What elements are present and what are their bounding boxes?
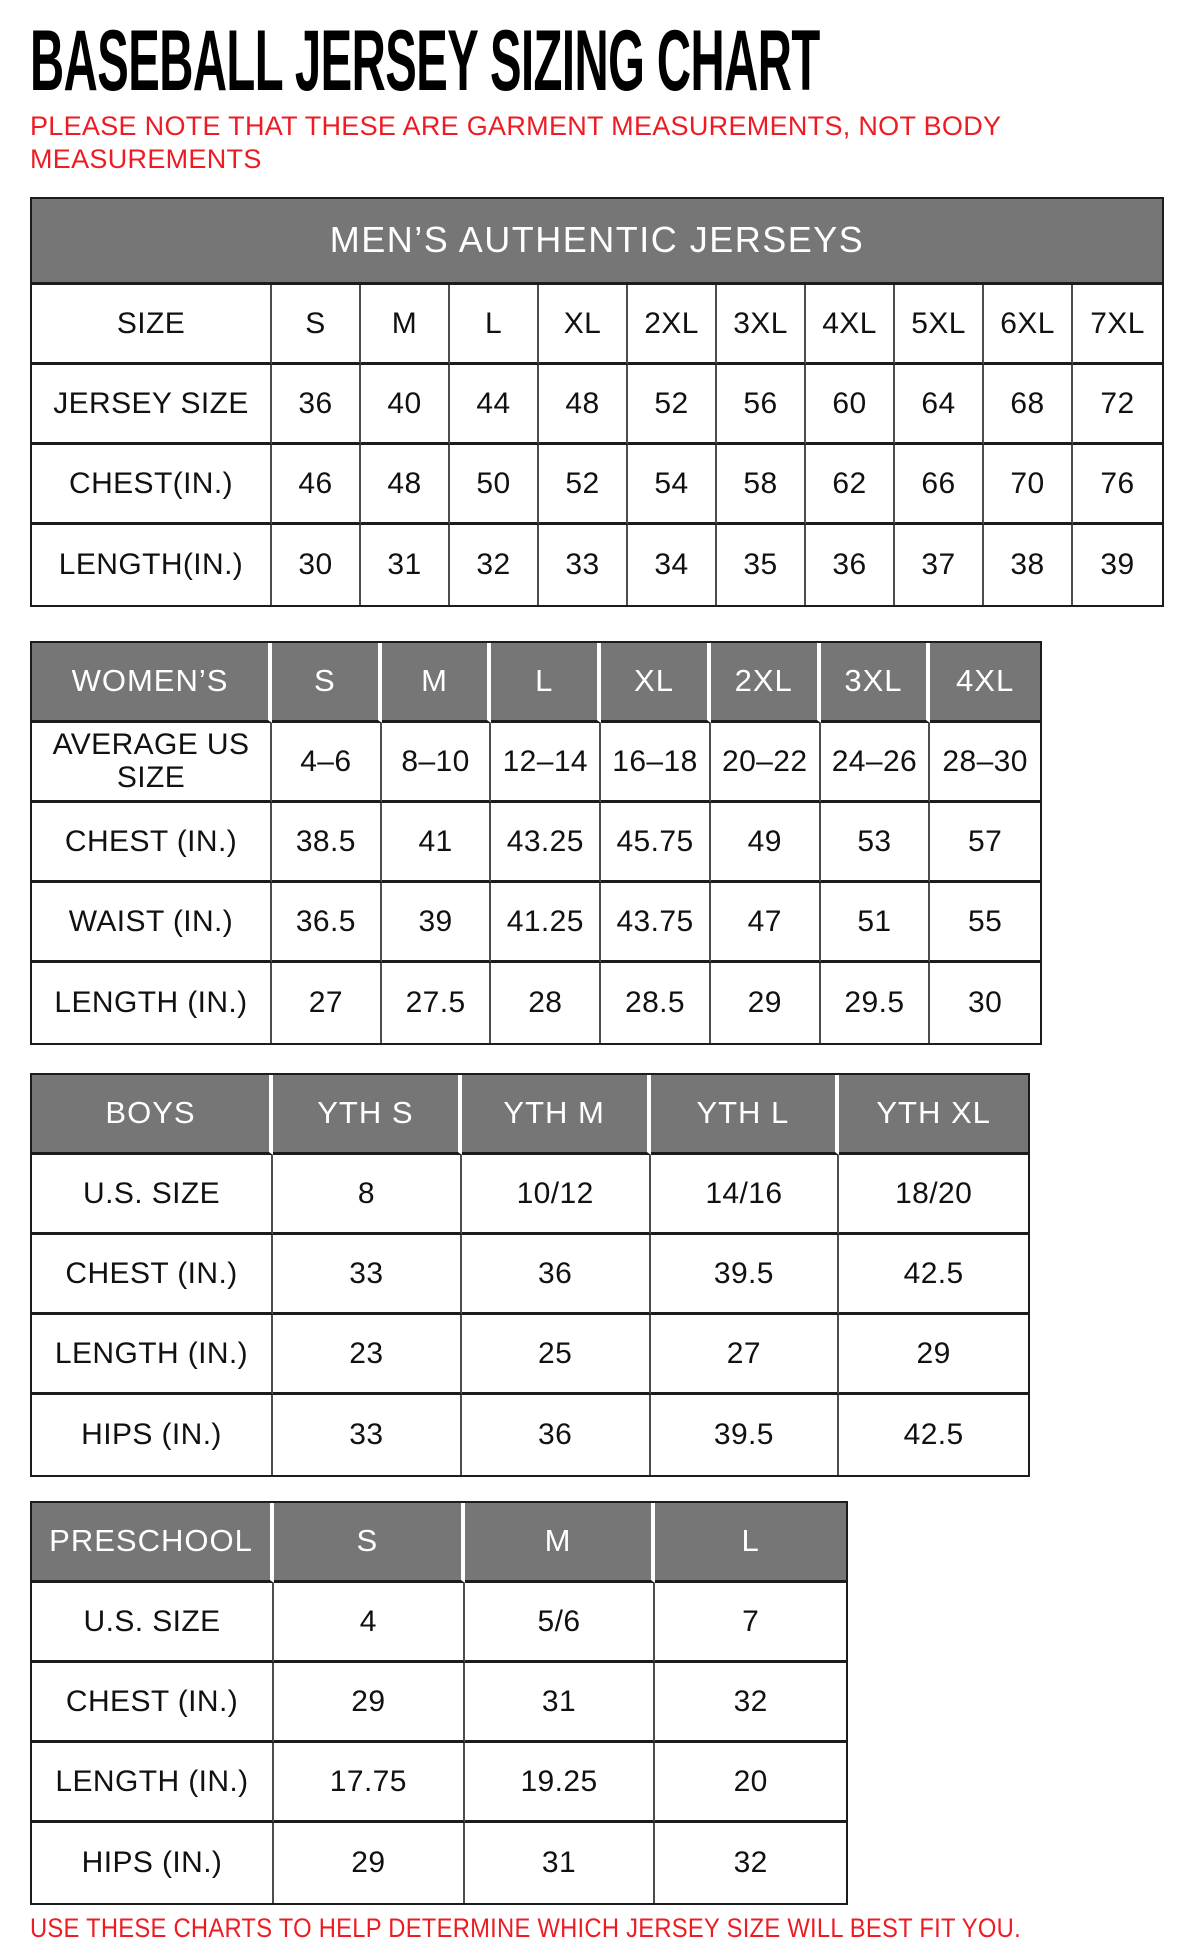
value-cell: 29 xyxy=(274,1823,465,1903)
womens-table-grid xyxy=(32,643,1040,1043)
value-cell: 7 xyxy=(655,1583,846,1663)
column-header: L xyxy=(450,285,539,365)
value-cell: 28–30 xyxy=(930,723,1040,803)
boys-table-grid xyxy=(32,1075,1028,1475)
column-header: YTH M xyxy=(462,1075,651,1155)
value-cell: 66 xyxy=(895,445,984,525)
value-cell: 43.75 xyxy=(601,883,711,963)
value-cell: 39 xyxy=(1073,525,1162,605)
value-cell: 35 xyxy=(717,525,806,605)
preschool-sizing-table xyxy=(30,1501,848,1905)
value-cell: 36 xyxy=(462,1395,651,1475)
value-cell: 19.25 xyxy=(465,1743,656,1823)
value-cell: 31 xyxy=(465,1823,656,1903)
value-cell: 47 xyxy=(711,883,821,963)
value-cell: 58 xyxy=(717,445,806,525)
column-header: 2XL xyxy=(711,643,821,723)
value-cell: 76 xyxy=(1073,445,1162,525)
mens-table-banner: MEN’S AUTHENTIC JERSEYS xyxy=(32,199,1162,285)
value-cell: 25 xyxy=(462,1315,651,1395)
value-cell: 49 xyxy=(711,803,821,883)
column-header: YTH L xyxy=(651,1075,840,1155)
value-cell: 27 xyxy=(651,1315,840,1395)
row-label: WAIST (IN.) xyxy=(32,883,272,963)
value-cell: 33 xyxy=(273,1395,462,1475)
column-header: 4XL xyxy=(930,643,1040,723)
value-cell: 28 xyxy=(491,963,601,1043)
value-cell: 54 xyxy=(628,445,717,525)
row-label: JERSEY SIZE xyxy=(32,365,272,445)
column-header: XL xyxy=(539,285,628,365)
mens-table-grid xyxy=(32,285,1162,605)
value-cell: 8–10 xyxy=(382,723,492,803)
value-cell: 36.5 xyxy=(272,883,382,963)
value-cell: 36 xyxy=(462,1235,651,1315)
column-header: M xyxy=(465,1503,656,1583)
column-header: 3XL xyxy=(821,643,931,723)
value-cell: 68 xyxy=(984,365,1073,445)
value-cell: 38.5 xyxy=(272,803,382,883)
value-cell: 31 xyxy=(465,1663,656,1743)
row-label: CHEST(IN.) xyxy=(32,445,272,525)
value-cell: 43.25 xyxy=(491,803,601,883)
preschool-table-grid xyxy=(32,1503,846,1903)
value-cell: 33 xyxy=(539,525,628,605)
value-cell: 20–22 xyxy=(711,723,821,803)
row-label: AVERAGE US SIZE xyxy=(32,723,272,803)
value-cell: 30 xyxy=(272,525,361,605)
value-cell: 37 xyxy=(895,525,984,605)
column-header: SIZE xyxy=(32,285,272,365)
womens-sizing-table xyxy=(30,641,1042,1045)
column-header: XL xyxy=(601,643,711,723)
value-cell: 42.5 xyxy=(839,1395,1028,1475)
value-cell: 16–18 xyxy=(601,723,711,803)
value-cell: 18/20 xyxy=(839,1155,1028,1235)
garment-measurement-note: PLEASE NOTE THAT THESE ARE GARMENT MEASUREMENTS, NOT BODY MEASUREMENTS xyxy=(30,111,1001,175)
value-cell: 52 xyxy=(628,365,717,445)
column-header: M xyxy=(382,643,492,723)
value-cell: 24–26 xyxy=(821,723,931,803)
value-cell: 48 xyxy=(361,445,450,525)
value-cell: 32 xyxy=(450,525,539,605)
row-label: LENGTH (IN.) xyxy=(32,1743,274,1823)
value-cell: 29 xyxy=(711,963,821,1043)
value-cell: 14/16 xyxy=(651,1155,840,1235)
value-cell: 12–14 xyxy=(491,723,601,803)
value-cell: 34 xyxy=(628,525,717,605)
value-cell: 51 xyxy=(821,883,931,963)
row-label: HIPS (IN.) xyxy=(32,1395,273,1475)
value-cell: 38 xyxy=(984,525,1073,605)
value-cell: 45.75 xyxy=(601,803,711,883)
value-cell: 70 xyxy=(984,445,1073,525)
value-cell: 8 xyxy=(273,1155,462,1235)
value-cell: 23 xyxy=(273,1315,462,1395)
value-cell: 57 xyxy=(930,803,1040,883)
column-header: M xyxy=(361,285,450,365)
row-label: U.S. SIZE xyxy=(32,1583,274,1663)
column-header: S xyxy=(274,1503,465,1583)
value-cell: 55 xyxy=(930,883,1040,963)
value-cell: 4 xyxy=(274,1583,465,1663)
value-cell: 72 xyxy=(1073,365,1162,445)
column-header: 4XL xyxy=(806,285,895,365)
value-cell: 62 xyxy=(806,445,895,525)
value-cell: 33 xyxy=(273,1235,462,1315)
value-cell: 41 xyxy=(382,803,492,883)
row-label: LENGTH (IN.) xyxy=(32,1315,273,1395)
value-cell: 5/6 xyxy=(465,1583,656,1663)
value-cell: 29.5 xyxy=(821,963,931,1043)
column-header: 2XL xyxy=(628,285,717,365)
row-label: CHEST (IN.) xyxy=(32,803,272,883)
row-label: LENGTH (IN.) xyxy=(32,963,272,1043)
column-header: YTH XL xyxy=(839,1075,1028,1155)
value-cell: 29 xyxy=(839,1315,1028,1395)
fit-advice-note xyxy=(30,1913,1200,1944)
value-cell: 31 xyxy=(361,525,450,605)
column-header: WOMEN’S xyxy=(32,643,272,723)
value-cell: 36 xyxy=(272,365,361,445)
value-cell: 28.5 xyxy=(601,963,711,1043)
column-header: 7XL xyxy=(1073,285,1162,365)
value-cell: 44 xyxy=(450,365,539,445)
value-cell: 64 xyxy=(895,365,984,445)
row-label: U.S. SIZE xyxy=(32,1155,273,1235)
column-header: 6XL xyxy=(984,285,1073,365)
value-cell: 46 xyxy=(272,445,361,525)
value-cell: 40 xyxy=(361,365,450,445)
fit-advice-text: USE THESE CHARTS TO HELP DETERMINE WHICH JERSEY SIZE WILL BEST FIT YOU. xyxy=(30,1912,1021,1943)
value-cell: 17.75 xyxy=(274,1743,465,1823)
value-cell: 39.5 xyxy=(651,1395,840,1475)
value-cell: 27.5 xyxy=(382,963,492,1043)
value-cell: 50 xyxy=(450,445,539,525)
value-cell: 56 xyxy=(717,365,806,445)
value-cell: 42.5 xyxy=(839,1235,1028,1315)
column-header: PRESCHOOL xyxy=(32,1503,274,1583)
page-title-text: BASEBALL JERSEY SIZING CHART xyxy=(30,13,820,109)
value-cell: 27 xyxy=(272,963,382,1043)
column-header: BOYS xyxy=(32,1075,273,1155)
mens-sizing-table xyxy=(30,197,1164,607)
column-header: 3XL xyxy=(717,285,806,365)
value-cell: 29 xyxy=(274,1663,465,1743)
value-cell: 20 xyxy=(655,1743,846,1823)
value-cell: 4–6 xyxy=(272,723,382,803)
value-cell: 39 xyxy=(382,883,492,963)
value-cell: 30 xyxy=(930,963,1040,1043)
value-cell: 32 xyxy=(655,1663,846,1743)
value-cell: 32 xyxy=(655,1823,846,1903)
value-cell: 60 xyxy=(806,365,895,445)
page-title xyxy=(30,13,1200,109)
value-cell: 52 xyxy=(539,445,628,525)
row-label: CHEST (IN.) xyxy=(32,1663,274,1743)
value-cell: 36 xyxy=(806,525,895,605)
value-cell: 41.25 xyxy=(491,883,601,963)
boys-sizing-table xyxy=(30,1073,1030,1477)
column-header: 5XL xyxy=(895,285,984,365)
value-cell: 10/12 xyxy=(462,1155,651,1235)
value-cell: 53 xyxy=(821,803,931,883)
value-cell: 48 xyxy=(539,365,628,445)
value-cell: 39.5 xyxy=(651,1235,840,1315)
column-header: YTH S xyxy=(273,1075,462,1155)
row-label: HIPS (IN.) xyxy=(32,1823,274,1903)
column-header: L xyxy=(655,1503,846,1583)
column-header: S xyxy=(272,643,382,723)
column-header: S xyxy=(272,285,361,365)
row-label: LENGTH(IN.) xyxy=(32,525,272,605)
column-header: L xyxy=(491,643,601,723)
row-label: CHEST (IN.) xyxy=(32,1235,273,1315)
